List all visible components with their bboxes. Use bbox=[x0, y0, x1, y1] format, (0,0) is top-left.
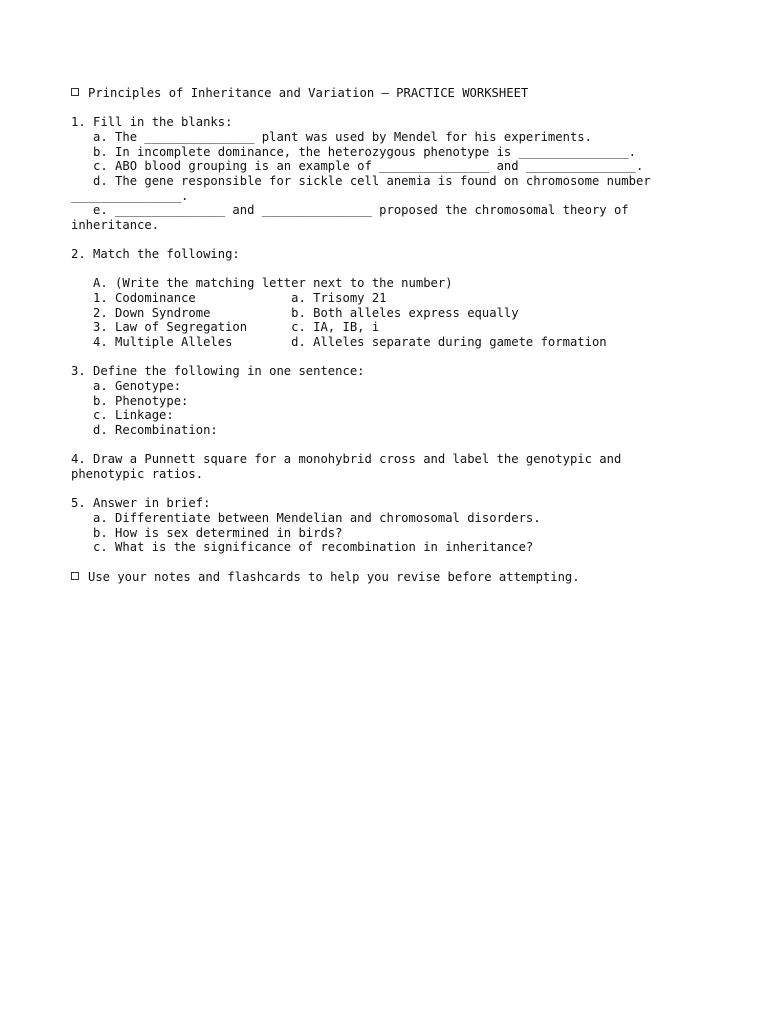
q3-item: d. Recombination: bbox=[71, 423, 218, 438]
q1-heading: 1. Fill in the blanks: bbox=[71, 115, 233, 130]
worksheet-title-line bbox=[71, 86, 691, 101]
footer-note-line bbox=[71, 570, 691, 585]
q1-item-b: b. In incomplete dominance, the heterozygous phenotype is _______________. bbox=[71, 144, 636, 159]
q2-match-row: 2. Down Syndrome b. Both alleles express equally bbox=[71, 305, 519, 320]
q1-item-d-line2: _______________. bbox=[71, 188, 189, 203]
worksheet-body bbox=[71, 86, 691, 584]
q4-line2: phenotypic ratios. bbox=[71, 466, 204, 481]
q5-item: a. Differentiate between Mendelian and chromosomal disorders. bbox=[71, 510, 541, 525]
q2-instruction: A. (Write the matching letter next to the number) bbox=[71, 276, 453, 291]
worksheet-title: Principles of Inheritance and Variation – PRACTICE WORKSHEET bbox=[88, 86, 529, 100]
q1-item-d-line1: d. The gene responsible for sickle cell anemia is found on chromosome number bbox=[71, 173, 651, 188]
bullet-square-icon bbox=[71, 572, 79, 580]
q3-item: a. Genotype: bbox=[71, 379, 182, 394]
q2-match-row: 3. Law of Segregation c. IA, IB, i bbox=[71, 320, 380, 335]
q5-heading: 5. Answer in brief: bbox=[71, 496, 211, 511]
q5-item: b. How is sex determined in birds? bbox=[71, 525, 343, 540]
q4-line1: 4. Draw a Punnett square for a monohybrid cross and label the genotypic and bbox=[71, 452, 622, 467]
q2-match-row: 4. Multiple Alleles d. Alleles separate during gamete formation bbox=[71, 335, 607, 350]
q5-item: c. What is the significance of recombination in inheritance? bbox=[71, 540, 534, 555]
bullet-square-icon bbox=[71, 88, 79, 96]
q3-item: c. Linkage: bbox=[71, 408, 174, 423]
footer-note: Use your notes and flashcards to help you revise before attempting. bbox=[88, 569, 580, 584]
q2-match-row: 1. Codominance a. Trisomy 21 bbox=[71, 291, 387, 306]
q1-item-a: a. The _______________ plant was used by Mendel for his experiments. bbox=[71, 129, 592, 144]
q1-item-e-line2: inheritance. bbox=[71, 217, 160, 232]
q3-item: b. Phenotype: bbox=[71, 393, 189, 408]
q1-item-c: c. ABO blood grouping is an example of _______________ and _______________. bbox=[71, 159, 644, 174]
q3-heading: 3. Define the following in one sentence: bbox=[71, 364, 365, 379]
q1-item-e-line1: e. _______________ and _______________ proposed the chromosomal theory of bbox=[71, 203, 629, 218]
q2-heading: 2. Match the following: bbox=[71, 247, 240, 262]
